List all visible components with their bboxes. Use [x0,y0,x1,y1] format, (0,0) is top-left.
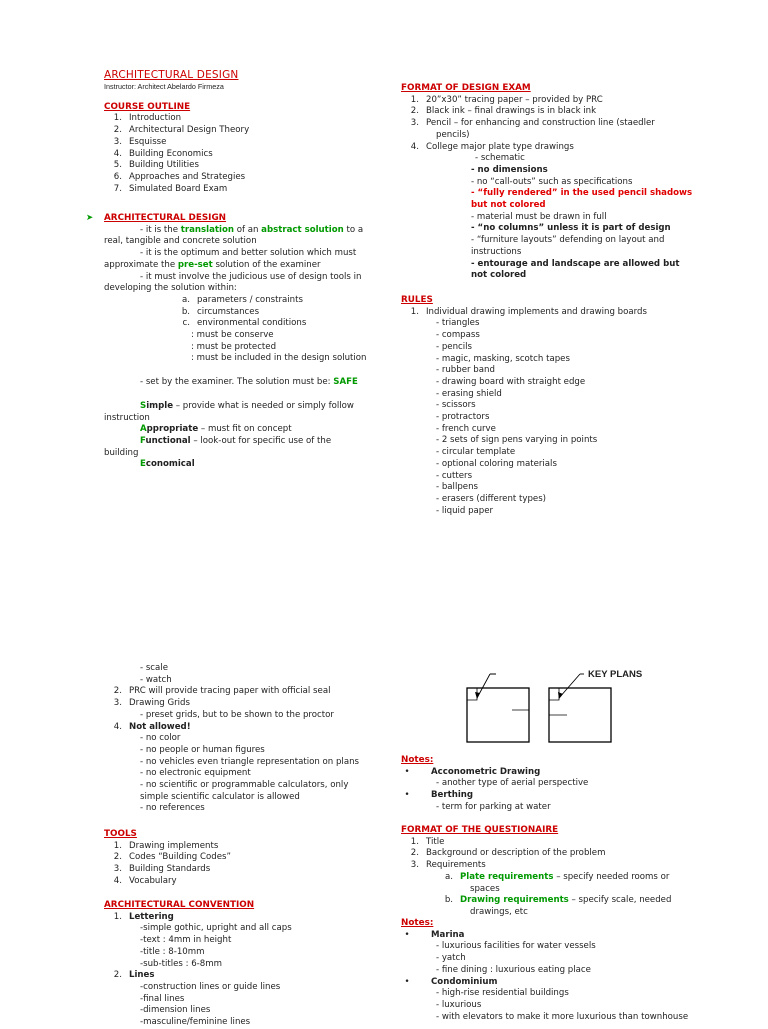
list-item: 3. Requirements [410,860,486,871]
list-item: 1. Introduction [113,113,182,124]
questionaire-section [401,825,731,919]
marina-list [401,941,731,976]
safe-functional-cont: building [104,447,139,458]
list-item: 4. Not allowed! [113,721,191,732]
list-item: : must be protected [191,341,277,352]
list-item: 1. 20”x30” tracing paper – provided by PRC [410,94,603,105]
list-item: 1. Title [410,836,445,847]
notes-heading: Notes: [401,755,434,765]
list-item: - no electronic equipment [140,768,251,779]
notes-two [401,918,731,1023]
list-item: - “fully rendered” in the used pencil shadows [471,188,693,199]
convention-heading: ARCHITECTURAL CONVENTION [104,900,255,910]
safe-appropriate: Appropriate – must fit on concept [140,424,292,435]
list-item-cont: instructions [471,246,522,257]
list-item-cont: drawings, etc [470,906,528,917]
list-item: 1. Drawing implements [113,840,219,851]
list-item: • Berthing [401,790,731,802]
list-item: - entourage and landscape are allowed but [471,258,680,269]
list-item: - 2 sets of sign pens varying in points [436,435,598,446]
key-plans-diagram [460,664,680,752]
list-item: 3. Pencil – for enhancing and construction line (staedler [410,118,655,129]
list-item: 4. Building Economics [113,148,213,159]
list-item: - cutters [436,470,473,481]
list-item: - magic, masking, scotch tapes [436,353,570,364]
format-exam-section [401,83,731,282]
list-item: - high-rise residential buildings [436,988,569,999]
plate-drawing-rules [401,153,731,282]
list-item: - no references [140,803,205,814]
safe-economical: Economical [140,459,195,470]
list-item: - “furniture layouts” defending on layout and [471,235,665,246]
left-column-top [104,70,374,195]
list-item: 2. Architectural Design Theory [113,125,250,136]
list-item: - with elevators to make it more luxurious than townhouse [436,1011,689,1022]
course-outline-heading: COURSE OUTLINE [104,101,191,112]
list-item: - optional coloring materials [436,458,557,469]
list-item-cont: not colored [471,270,527,281]
safe-simple-cont: instruction [104,412,150,423]
key-plans-figure [460,664,680,752]
arrowhead-icon [475,692,480,699]
convention-section [104,900,374,1029]
safe-functional: Functional – look-out for specific use of the [140,435,332,446]
lines-list [104,982,374,1029]
format-exam-heading: FORMAT OF DESIGN EXAM [401,83,531,93]
list-item: b. Drawing requirements – specify scale, needed [444,895,672,906]
list-item: - no scientific or programmable calculators, only [140,780,349,791]
instructor-line: Instructor: Architect Abelardo Firmeza [104,81,224,91]
disc-bullet-icon: • [404,929,410,940]
definition-line: - it is the optimum and better solution which must [140,248,357,259]
list-item: - drawing board with straight edge [436,376,586,387]
requirements-list [401,872,731,919]
list-item: 4. College major plate type drawings [410,141,574,152]
condo-list [401,988,731,1023]
list-item: • Condominium [401,977,731,989]
list-item: -title : 8-10mm [140,946,205,957]
list-item: - material must be drawn in full [471,211,607,222]
list-item: 2. Black ink – final drawings is in black ink [410,106,597,117]
list-item: • Marina [401,930,731,942]
notes-one [401,755,731,814]
list-item: - circular template [436,447,516,458]
list-item: - rubber band [436,365,495,376]
list-item: -construction lines or guide lines [140,981,281,992]
list-item-cont: - another type of aerial perspective [436,778,589,789]
arch-design-heading-row [86,213,374,225]
list-item: 7. Simulated Board Exam [113,183,228,194]
list-item: 2. Background or description of the problem [410,848,606,859]
definition-line: real, tangible and concrete solution [104,236,257,247]
list-item: 3. Esquisse [113,136,167,147]
list-item: -masculine/feminine lines [140,1017,251,1028]
list-item: - scale [140,663,168,673]
rules-section [401,295,731,517]
rules-continued [104,663,374,815]
list-item: - erasing shield [436,388,502,399]
list-item: - no “call-outs” such as specifications [471,176,633,187]
list-item: - “no columns” unless it is part of design [471,223,671,234]
list-item: : must be included in the design solution [191,353,367,364]
within-list [104,295,374,330]
list-item: : must be conserve [191,330,274,341]
arch-design-section [86,213,374,471]
key-plans-label: KEY PLANS [588,669,643,680]
tools-section [104,829,374,888]
list-item: - french curve [436,423,496,434]
list-item: - no vehicles even triangle representation on plans [140,756,360,767]
definition-line: developing the solution within: [104,283,237,294]
list-item: a. parameters / constraints [182,294,303,305]
list-item: 2. PRC will provide tracing paper with official seal [113,686,331,697]
definition-line: approximate the pre-set solution of the examiner [104,259,321,270]
key-plan-corner-right [549,688,559,700]
safe-line: - set by the examiner. The solution must be: SAFE [140,377,358,388]
definition-line: - it must involve the judicious use of design tools in [140,271,362,282]
list-item: 1. Lettering [113,911,174,922]
list-item: - schematic [475,153,525,164]
list-item: - fine dining : luxurious eating place [436,964,591,975]
implements-list [401,318,731,517]
list-item: 3. Drawing Grids [113,698,190,709]
list-item: -text : 4mm in height [140,935,232,946]
definition-line: - it is the translation of an abstract solution to a [140,224,364,235]
list-item: - luxurious facilities for water vessels [436,941,596,952]
list-item: c. environmental conditions [182,318,307,329]
page-title: ARCHITECTURAL DESIGN [104,69,239,81]
condition-list [104,330,374,365]
list-item: - ballpens [436,482,478,493]
list-item: - pencils [436,341,472,352]
list-item: -sub-titles : 6-8mm [140,958,222,969]
list-item: - no color [140,733,181,744]
list-item: 6. Approaches and Strategies [113,171,246,182]
list-item: - protractors [436,412,490,423]
list-item: 4. Vocabulary [113,875,177,886]
list-item: 1. Individual drawing implements and drawing boards [410,306,647,317]
list-item: 2. Lines [113,970,155,981]
list-item-cont: - term for parking at water [436,801,551,812]
rules-heading: RULES [401,295,433,305]
list-item: - scissors [436,400,476,411]
list-item-cont: spaces [470,883,500,894]
list-item: - no people or human figures [140,744,265,755]
list-item: b. circumstances [181,306,260,317]
list-item: a. Plate requirements – specify needed rooms or [445,871,670,882]
disc-bullet-icon: • [404,976,410,987]
list-item-cont: pencils) [436,129,470,140]
disc-bullet-icon: • [404,790,410,801]
list-item: 5. Building Utilities [113,160,199,171]
arch-design-heading: ARCHITECTURAL DESIGN [104,213,227,223]
list-item: - triangles [436,318,480,329]
list-item: -simple gothic, upright and all caps [140,923,292,934]
list-item: - yatch [436,953,466,964]
list-item: 2. Codes “Building Codes” [113,852,231,863]
list-item: - no dimensions [471,164,548,175]
key-plan-corner-left [467,688,477,700]
list-item: -dimension lines [140,1005,211,1016]
course-outline-list [104,113,374,195]
list-item: - luxurious [436,999,482,1010]
not-allowed-list [104,733,374,815]
disc-bullet-icon: • [404,766,410,777]
tools-heading: TOOLS [104,829,137,839]
list-item-cont: but not colored [471,200,546,211]
list-item: - erasers (different types) [436,493,547,504]
list-item: - liquid paper [436,505,494,516]
list-item: - watch [140,674,172,685]
list-item: - compass [436,330,480,341]
safe-simple: Simple – provide what is needed or simply follow [140,400,354,411]
list-item-cont: - preset grids, but to be shown to the proctor [140,709,334,720]
list-item: -final lines [140,993,185,1004]
green-arrow-bullet-icon: ➤ [86,213,94,223]
list-item: 3. Building Standards [113,864,211,875]
list-item-cont: simple scientific calculator is allowed [140,791,300,802]
questionaire-heading: FORMAT OF THE QUESTIONAIRE [401,825,559,835]
list-item: • Acconometric Drawing [401,767,731,779]
lettering-list [104,923,374,970]
notes-heading: Notes: [401,918,434,928]
